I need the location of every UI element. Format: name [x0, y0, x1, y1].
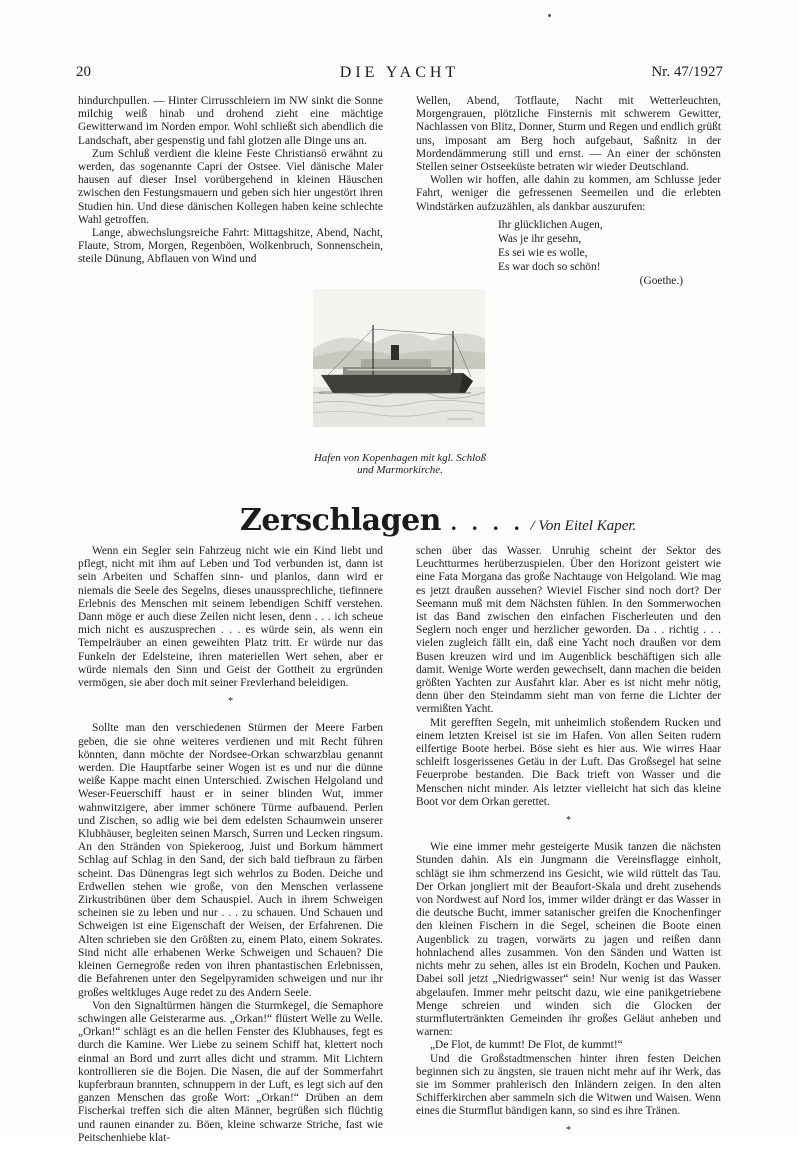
article-left-column — [78, 545, 383, 1145]
paragraph: schen über das Wasser. Unruhig scheint der Sektor des Leuchtturmes herüberzuspielen. Über den Horizont geistert wie eine Fata Morgana das große Nachtauge von Helgoland. Wie mag es jetzt draußen aussehen? Wieviel Fischer sind noch dort? Der Seemann muß mit dem Nächsten fühlen. In den Sommerwochen ist das Band zwischen den einfachen Fischerleuten und den Seglern noch enger und herzlicher geworden. Da . . richtig . . . vielen zugleich fällt ein, daß eine Yacht noch draußen vor dem Busen kreuzen wird und im Augenblick beschäftigen sich alle damit. Wenige Worte werden gewechselt, dann machen die beiden größten Yachten zur Ausfahrt klar. Aber es ist nicht mehr nötig, denn über den Steindamm sieht man von ferne die Lichter der vermißten Yacht. — [416, 545, 721, 716]
poem-source: (Goethe.) — [639, 274, 683, 287]
magazine-title: DIE YACHT — [339, 64, 460, 81]
paragraph: Wenn ein Segler sein Fahrzeug nicht wie ein Kind liebt und pflegt, nicht mit ihm auf Leben und Tod verbunden ist, dann ist sein Arbeiten und Schaffen sinn- und planlos, dann wird er niemals die Seele des Segelns, dieses unaussprechliche, tiefinnere Erlebnis des Menschen mit seinem lebendigen Schiff verstehen. Dann möge er auch diese Zeilen nicht lesen, denn . . . ich scheue mich nicht es auszusprechen . . . es würde sein, als wenn ein Tempelräuber an einen geweihten Platz tritt. Er würde nur das Funkeln der Edelsteine, ihren materiellen Wert sehen, aber er würde niemals den Sinn und Geist der Gottheit zu ergründen vermögen, sie aber doch mit seiner Frevlerhand beleidigen. — [78, 545, 383, 690]
section-separator: * — [566, 815, 571, 827]
issue-number: Nr. 47/1927 — [651, 64, 723, 80]
title-dots: . . . . — [450, 510, 525, 535]
goethe-poem — [498, 218, 721, 288]
top-right-column — [416, 95, 721, 288]
caption-line: Hafen von Kopenhagen mit kgl. Schloß — [313, 452, 487, 464]
figure-caption — [300, 452, 500, 476]
paragraph: Mit gerefften Segeln, mit unheimlich stoßendem Rucken und einem letzten Kreisel ist sie im Hafen. Von allen Seiten rudern eilfertige Boote herbei. Böse sieht es hier aus. Wie wirres Haar schleift losgerissenes Getäu in der Luft. Das Großsegel hat seine Feuerprobe bestanden. Die Back trieft von Wasser und die Menschen nicht minder. Als letzter vielleicht hat sich das kleine Boot vor dem Orkan gerettet. — [416, 716, 721, 808]
paragraph: Wie eine immer mehr gesteigerte Musik tanzen die nächsten Stunden dahin. Als ein Jungmann die Vereinsflagge einholt, schlägt sie ihm schmerzend ins Gesicht, wie wild rüttelt das Tau. Der Orkan jongliert mit der Beaufort-Skala und dreht zusehends von Nordwest auf Nord los, immer wilder drängt er das Wasser in die deutsche Bucht, immer satanischer greifen die Knochenfinger den kleinen Fischern in die Segel, scheinen die Boote einen Augenblick zu tragen, vorwärts zu jagen und reißen dann hohnlachend alles zusammen. Von den Sänden und Watten ist nichts mehr zu sehen, alles ist ein Brodeln, Kochen und Pauken. Dabei soll jetzt „Niedrigwasser“ sein! Nur wenig ist das Wasser abgelaufen. Immer mehr peitscht dazu, wie eine panikgetriebene Menge schreien und winden sich die Glocken der sturmflutertränkten Gemeinden ihr großes Geläut anheben und warnen: — [416, 841, 721, 1039]
paragraph: hindurchpullen. — Hinter Cirrusschleiern im NW sinkt die Sonne milchig weiß hinab und drohend zieht eine mächtige Gewitterwand im Norden empor. Wohl schließt sich abendlich die Landschaft, aber gespenstig und fahl glotzen alle Dinge uns an. — [78, 95, 383, 147]
article-byline: / Von Eitel Kaper. — [530, 518, 637, 534]
article-right-column — [416, 545, 721, 1151]
page-number: 20 — [76, 64, 91, 80]
poem-line: Ihr glücklichen Augen, — [498, 218, 603, 231]
steamship-illustration — [313, 289, 485, 427]
article-title: Zerschlagen — [240, 503, 441, 538]
paragraph: Von den Signaltürmen hängen die Sturmkegel, die Semaphore schwingen alle Geisterarme aus. „Orkan!“ flüstert Welle zu Welle. „Orkan!“ schlägt es an die hellen Fenster des Klubhauses, fegt es durch die Kamine. Wer Liebe zu seinem Schiff hat, klettert noch einmal an Bord und zurrt alles dicht und stramm. Mit Lichtern kontrollieren sie die Bojen. Die Nasen, die auf der Sommerfahrt kupferbraun brannten, schnuppern in der Luft, es legt sich auf den ganzen Menschen das große Wort: „Orkan!“ Drüben an dem Fischerkai treffen sich die alten Männer, begrüßen sich flüchtig und raunen einander zu. Böen, kleine schwarze Striche, fast wie Peitschenhiebe klat- — [78, 999, 383, 1144]
print-speck — [548, 14, 551, 17]
paragraph: Lange, abwechslungsreiche Fahrt: Mittagshitze, Abend, Nacht, Flaute, Strom, Morgen, Regenböen, Wolkenbruch, Sonnenschein, steile Dünung, Abflauen von Wind und — [78, 227, 383, 266]
section-separator: * — [566, 1124, 571, 1136]
paragraph: Wellen, Abend, Totflaute, Nacht mit Wetterleuchten, Morgengrauen, plötzliche Finsternis mit schwerem Gewitter, Nachlassen von Blitz, Donner, Sturm und Regen und endlich grüßt uns, imposant am Berg hoch aufgebaut, Saßnitz in der Mordendämmerung still und ernst. — An einer der schönsten Stellen seiner Ostseeküste betraten wir wieder Deutschland. — [416, 95, 721, 174]
paragraph: „De Flot, de kummt! De Flot, de kummt!“ — [430, 1039, 623, 1052]
top-left-column — [78, 95, 383, 267]
paragraph: Sollte man den verschiedenen Stürmen der Meere Farben geben, die sie ohne weiteres verdienen und mit Recht führen könnten, dann möchte der Nordsee-Orkan schwarzblau genannt werden. Die Hauptfarbe seiner Wogen ist es und nur die dünne weiße Kappe macht einen Unterschied. Zwischen Helgoland und Weser-Feuerschiff haust er in seiner blinden Wut, immer wahnwitzigere, aber immer schönere Türme aufbauend. Perlen und Zischen, so adlig wie bei dem edelsten Schaumwein unserer Klubhäuser, begleiten seinen Marsch, Surren und Lecken ringsum. An den Stränden von Spiekeroog, Juist und Borkum hämmert Schlag auf Schlag in den Sand, der sich bald tiefbraun zu färben scheint. Das Dünengras legt sich wehrlos zu Boden. Deiche und Erdwellen stehen wie große, von den Menschen verlassene Zirkustribünen über dem Schauspiel. Auch in ihrem Schweigen scheinen sie zu leben und nur . . . zu schauen. Und Schauen und Schweigen ist eine Eigenschaft der Weisen, der Erfahrenen. Die Alten schrieben sie den Größten zu, einem Plato, einem Sokrates. Sind nicht alle erhabenen Werke Schweigen und Schauen? Die kleinen Gernegroße reden von ihren phantastischen Erlebnissen, die Befahrenen unter den Segelpyramiden schweigen und nur ihr großes weltkluges Auge redet zu des Andern Seele. — [78, 722, 383, 999]
paragraph: Wollen wir hoffen, alle dahin zu kommen, am Schlusse jeder Fahrt, weniger die gefressenen Seemeilen und die erlebten Windstärken aufzuzählen, als dankbar auszurufen: — [416, 174, 721, 213]
poem-line: Es war doch so schön! — [498, 260, 601, 273]
poem-line: Was je ihr gesehn, — [498, 232, 582, 245]
caption-line: und Marmorkirche. — [357, 464, 443, 476]
steamship-drawing — [313, 289, 485, 427]
paragraph: Zum Schluß verdient die kleine Feste Christiansö erwähnt zu werden, das sogenannte Capri der Ostsee. Viel dänische Maler hausen auf dieser Insel vorübergehend in kleinen Häuschen zwischen den Festungsmauern und geben sich hier ungestört ihren Studien hin. Und diese dänischen Kollegen haben keine schlechte Wahl getroffen. — [78, 147, 383, 226]
article-headline — [240, 503, 636, 538]
section-separator: * — [228, 696, 233, 708]
poem-line: Es sei wie es wolle, — [498, 246, 588, 259]
paragraph: Und die Großstadtmenschen hinter ihren festen Deichen beginnen sich zu ängsten, sie trauen nicht mehr auf ihr Werk, das sie im Sommer prahlerisch den Inländern zeigen. In den alten Schifferkirchen aber sammeln sich die Witwen und Waisen. Wenn eines die Sturmflut bändigen kann, so sind es ihre Tränen. — [416, 1052, 721, 1118]
